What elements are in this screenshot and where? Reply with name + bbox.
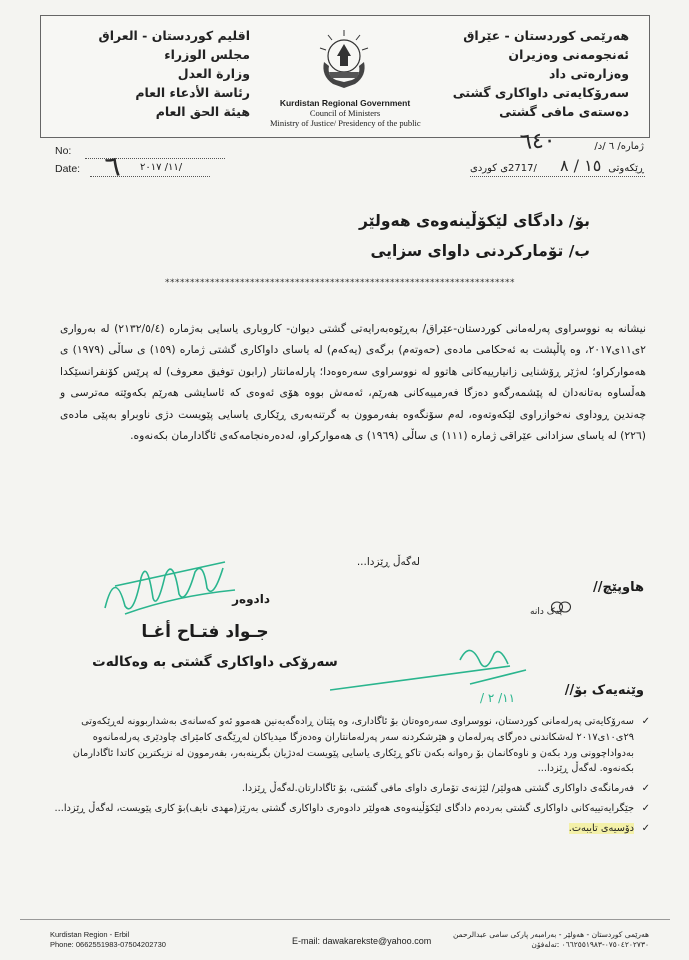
checkmark-icon: ✓ [641,802,650,814]
body-paragraph: نیشانە بە نووسراوی پەرلەمانی کوردستان-عێراق/ بەڕێوەبەرایەتی گشتی دیوان- کاروباری یاسایی بەژمارە (٢١٣٢/٥/٤) لە بەرواری ٢ی١١ی٢٠١٧، وە پاڵپشت بە ئەحکامی مادەی (حەوتەم) برگەی (یەکەم) لە یاسای داواکاری گشتی ژمارە (١٥٩) ی ساڵی (١٩٧٩) ی هەموارکراو؛ لەژێر ڕۆشنایی زانیارییەکانی هاتوو لە نووسراوی سەرەوەدا؛ پارلەمانتار (رابون توفيق معروف) لە پرێس کۆنفرانسێکدا هەڵساوە بەتانەدان لە پێشمەرگەو دەزگا فەرمییەکانی هەرێم، ئەمەش بووە هۆی ئەوەی کە ئاسایشی هەرێم بکەوێتە مەترسی و چەندین ڕوداوی نەخوازراوی لێکەوتەوە، لەم سۆنگەوە بفەرموون بە گرتنەبەری ڕێکاری یاسایی پێویست دژی ناوبراو بەپێی مادەی (٢٢٦) لە یاسای سزادانی عێراقی ژمارە (١١١) ی ساڵی (١٩٦٩) ی هەموارکراو، لەدەرەنجامەکەی ئاگادارمان بکەنەوە. [60,322,646,443]
date-printed: /١١/ ٢٠١٧ [140,162,183,173]
letterhead-ku-line-3: وەزارەتی داد [548,66,629,81]
separator-stars: ********************************************************************** [165,278,515,288]
cc-item-text: فەرمانگەی داواکاری گشتی هەولێر/ لێژنەی تۆماری داوای مافی گشتی، بۆ ئاگادارتان.لەگەڵ ڕێزدا. [241,783,634,795]
checkmark-icon: ✓ [641,822,650,834]
footer-email: E-mail: dawakarekste@yahoo.com [292,936,432,946]
cc-item-text: دۆسیەی تایبەت. [568,822,634,834]
cc-item-text: جێگرایەتییەکانی داواکاری گشتی بەردەم دادگای لێکۆڵینەوەی هەولێر دادوەری داواکاری گشتی بەرێز(مهدی نايف)بۆ کاری پێویست، لەگەڵ ڕێزدا... [54,802,634,814]
no-label: No: [55,145,72,157]
initials-scribble [330,640,530,710]
kurdish-date-underline [470,176,645,177]
cc-item-deputy-prosecutor [45,801,650,817]
letterhead-ar-line-1: اقليم كوردستان - العراق [98,28,250,43]
cc-item-erbil-prosecution [45,781,650,797]
letterhead-kurdish [429,26,629,121]
cc-item-text: سەرۆکایەتی پەرلەمانی کوردستان، نووسراوی سەرەوەتان بۆ ئاگاداری، وە پێتان ڕادەگەیەنین هەموو ئەو کەسانەی بەشداربوونە لەڕێکەوتی ٢٩ی١٠ی٢٠١٧ لەشکاندنی دەرگای پەرلەمان و هێرشکردنە سەر پەرلەمانتاران وەدەزگا میدیاکان لەڕێگەی کامێرای چاودێری پەرلەمانەوە بەدواداچوونی ورد بکەن و ناوەکانمان بۆ رەوانە بکەن تاکو ڕێکاری یاسایی پێویست لەدژیان بگرینەبەر، بفەرموون لە نزیکترین کاتدا ئاگادارمان بکەنەوە. لەگەڵ ڕێزدا... [72,716,634,775]
letterhead-ku-line-4: سەرۆکایەتی داواکاری گشتی [452,85,629,100]
footer-kurdish [429,930,649,950]
number-label: ژمارە/ ٦ /د/ [594,141,644,152]
letterhead-ar-line-3: وزارة العدل [177,66,250,81]
footer-address: هەرێمی کوردستان - هەولێر - بەرامبەر پارکی سامی عبدالرحمن [452,930,649,939]
recipient-line: بۆ/ دادگای لێکۆڵینەوەی هەولێر [359,212,590,230]
letterhead-ku-line-2: ئەنجومەنی وەزیران [508,47,629,62]
cc-item-parliament [45,714,650,777]
footer-phone: Phone: 0662551983-07504202730 [50,940,166,949]
letter-body [60,318,646,446]
letterhead-ar-line-4: رئاسة الأدعاء العام [135,85,250,100]
letterhead-ar-line-2: مجلس الوزراء [164,47,250,62]
svg-text:/ ١١/ ٢: / ١١/ ٢ [480,691,516,705]
checkmark-icon: ✓ [641,783,650,795]
cc-list [45,714,650,841]
footer-english [50,930,166,950]
kurdish-date-printed: /2717ی کوردی [470,163,537,174]
signature-scribble [95,548,245,628]
checkmark-icon: ✓ [641,716,650,727]
signature-name: جـواد فتـاح أغـا [141,622,269,642]
signature-position: سەرۆکی داواکاری گشتی بە وەکالەت [92,654,338,670]
closing-regards: لەگەڵ ڕێزدا... [356,556,420,568]
cc-item-private-file [45,821,650,837]
letterhead-arabic [45,26,250,121]
letterhead-english [270,98,420,128]
org-name: Kurdistan Regional Government [279,98,411,108]
cc-label: وێنەیەک بۆ// [564,683,644,698]
letterhead-ku-line-5: دەستەی مافی گشتی [499,104,629,119]
subject-line: ب/ تۆمارکردنی داوای سزایی [370,242,590,260]
footer-region: Kurdistan Region - Erbil [50,930,130,939]
letterhead-ar-line-5: هيئة الحق العام [155,104,250,119]
ministry-name: Ministry of Justice/ Presidency of the public [270,118,421,128]
attachments-label: هاوپێچ// [592,580,644,595]
attachments-count: یەک دانە [530,607,563,617]
letterhead-ku-line-1: هەرێمی کوردستان - عێراق [463,28,629,43]
krg-emblem-icon [315,26,373,96]
attachment-mark-icon [550,600,572,614]
footer-phone-kurdish: ٠٧٥٠٤٢٠٢٧٣٠-٠٦٦٢٥٥١٩٨٣ :تەلەفۆن [531,940,649,949]
number-handwritten: ٦٤٠ [519,127,557,156]
date-handwritten: ٦ [103,149,122,184]
kurdish-date-handwritten: ١٥ / ٨ [560,156,602,175]
signature-title: دادوەر [232,592,270,606]
kurdish-date-label: ڕێکەوتی [608,163,644,174]
footer-divider [20,919,670,920]
council-name: Council of Ministers [309,108,381,118]
date-label: Date: [55,163,81,175]
